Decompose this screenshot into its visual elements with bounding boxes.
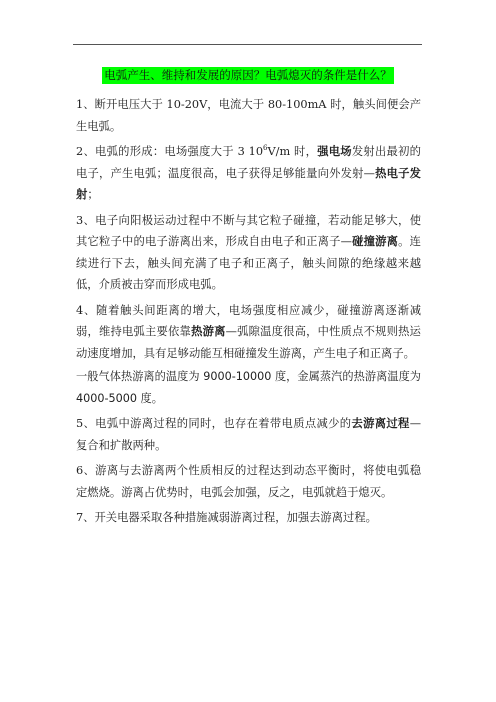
paragraph-6: 6、游离与去游离两个性质相反的过程达到动态平衡时，将使电弧稳定燃烧。游离占优势时，电弧会加强，反之，电弧就趋于熄灭。 [76, 464, 421, 499]
header-rule [73, 44, 422, 45]
document-title: 电弧产生、维持和发展的原因？电弧熄灭的条件是什么？ [104, 68, 392, 82]
paragraph-5 [76, 413, 421, 456]
paragraph-4-note: 一般气体热游离的温度为 9000-10000 度，金属蒸汽的热游离温度为 4000-5000 度。 [76, 370, 421, 405]
paragraph-4 [76, 300, 421, 365]
paragraph-5-text-a: 5、电弧中游离过程的同时，也存在着带电质点减少的 [76, 417, 352, 430]
term-strong-field: 强电场 [317, 144, 352, 158]
title-container [0, 64, 496, 84]
term-thermal-ionization: 热游离 [191, 324, 226, 338]
paragraph-3-text-b: 。连续进行下去，触头间充满了电子和正离子，触头间隙的绝缘越来越低，介质被击穿而形成电弧。 [76, 235, 421, 291]
paragraph-2-text-d: ； [87, 188, 99, 201]
exponent: 6 [263, 144, 268, 153]
document-body [76, 94, 421, 533]
paragraph-4-text-b: —弧隙温度很高，中性质点不规则热运动速度增加，具有足够动能互相碰撞发生游离，产生电子和正离子。 [76, 325, 421, 360]
paragraph-2-text-b: V/m 时， [267, 145, 318, 158]
term-deionization: 去游离过程 [351, 416, 410, 430]
paragraph-5-text-b: —复合和扩散两种。 [76, 417, 421, 452]
paragraph-2-text-a: 2、电弧的形成：电场强度大于 3 10 [76, 145, 264, 158]
paragraph-1: 1、断开电压大于 10-20V，电流大于 80-100mA 时，触头间便会产生电弧。 [76, 98, 421, 133]
term-thermionic-emission: 热电子发射 [76, 165, 421, 201]
term-collision-ionization: 碰撞游离 [351, 234, 399, 248]
paragraph-3-text-a: 3、电子向阳极运动过程中不断与其它粒子碰撞，若动能足够大，使其它粒子中的电子游离出来，形成自由电子和正离子— [76, 213, 421, 248]
paragraph-3 [76, 210, 421, 296]
paragraph-2 [76, 141, 421, 206]
paragraph-4-text-a: 4、随着触头间距离的增大，电场强度相应减少，碰撞游离逐渐减弱，维持电弧主要依靠 [76, 303, 421, 338]
paragraph-7: 7、开关电器采取各种措施减弱游离过程，加强去游离过程。 [76, 511, 377, 524]
paragraph-2-text-c: 发射出最初的电子，产生电弧；温度很高，电子获得足够能量向外发射— [76, 145, 421, 180]
